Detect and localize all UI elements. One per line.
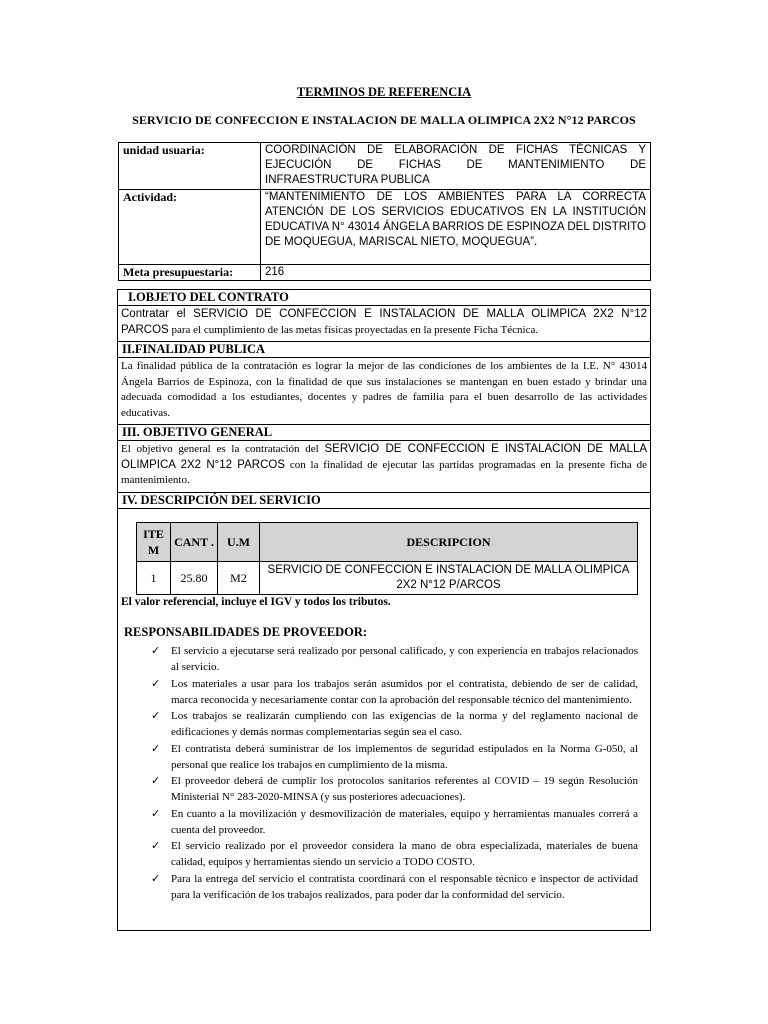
- list-item-text: El servicio realizado por el proveedor considera la mano de obra especializada, materiales de buena calidad, equipos y herramientas siendo un servicio a TODO COSTO.: [171, 840, 638, 868]
- responsibilities-list: [151, 643, 638, 903]
- section-heading-objeto: I.OBJETO DEL CONTRATO: [118, 290, 650, 306]
- list-item-text: El proveedor deberá de cumplir los protocolos sanitarios referentes al COVID – 19 según Resolución Ministerial N° 283-2020-MINSA (y sus posteriores adecuaciones).: [171, 775, 638, 803]
- section-body-objeto: [118, 306, 650, 342]
- objeto-rest-text: para el cumplimiento de las metas físicas proyectadas en la presente Ficha Técnica.: [168, 323, 539, 336]
- section-heading-objetivo: III. OBJETIVO GENERAL: [118, 425, 650, 441]
- info-value: 216: [261, 265, 651, 281]
- objetivo-service-text: SERVICIO DE CONFECCION E INSTALACION DE MALLA OLIMPICA 2X2 N°12 PARCOS: [121, 443, 648, 471]
- list-item-text: El servicio a ejecutarse será realizado por personal calificado, y con experiencia en trabajos relacionados al servicio.: [171, 645, 638, 673]
- objetivo-intro-text: El objetivo general es la contratación del: [121, 443, 325, 455]
- list-item: [151, 838, 638, 870]
- info-value: COORDINACIÓN DE ELABORACIÓN DE FICHAS TÉCNICAS Y EJECUCIÓN DE FICHAS DE MANTENIMIENTO DE INFRAESTRUCTURA PUBLICA: [261, 143, 651, 190]
- info-table: [118, 142, 651, 281]
- checkmark-icon: ✓: [151, 806, 161, 820]
- table-row: [137, 562, 638, 595]
- objeto-service-text: Contratar el SERVICIO DE CONFECCION E INSTALACION DE MALLA OLIMPICA 2X2 N°12 PARCOS: [121, 308, 647, 336]
- checkmark-icon: ✓: [151, 741, 161, 755]
- list-item-text: En cuanto a la movilización y desmovilización de materiales, equipo y herramientas manuales correrá a cuenta del proveedor.: [171, 807, 638, 836]
- responsibilities-heading: RESPONSABILIDADES DE PROVEEDOR:: [124, 625, 368, 639]
- info-label: unidad usuaria:: [119, 143, 261, 190]
- list-item: [151, 741, 638, 773]
- section-heading-descripcion: IV. DESCRIPCIÓN DEL SERVICIO: [118, 493, 650, 509]
- list-item: [151, 806, 638, 838]
- info-label: Meta presupuestaria:: [119, 265, 261, 281]
- list-item-text: Para la entrega del servicio el contratista coordinará con el responsable técnico e inspector de actividad para la verificación de los trabajos realizados, para poder dar la conformidad del servicio.: [171, 872, 638, 901]
- list-item-text: Los materiales a usar para los trabajos serán asumidos por el contratista, debiendo de ser de calidad, marca reconocida y necesariamente contar con la aprobación del responsable técnico del mantenimiento.: [171, 677, 638, 706]
- list-item: [151, 708, 638, 740]
- cell-um: M2: [218, 562, 260, 595]
- info-row-meta: [119, 265, 651, 281]
- col-header-descripcion: DESCRIPCION: [260, 523, 638, 562]
- checkmark-icon: ✓: [151, 774, 161, 787]
- cell-descripcion: SERVICIO DE CONFECCION E INSTALACION DE MALLA OLIMPICA 2X2 N°12 P/ARCOS: [260, 562, 638, 595]
- cell-item: 1: [137, 562, 171, 595]
- checkmark-icon: ✓: [151, 839, 161, 852]
- checkmark-icon: ✓: [151, 644, 161, 657]
- col-header-cant: CANT .: [171, 523, 218, 562]
- list-item-text: Los trabajos se realizarán cumpliendo con las exigencias de la norma y del reglamento nacional de edificaciones y demás normas complementarias según sea el caso.: [171, 710, 638, 738]
- document-title: TERMINOS DE REFERENCIA: [296, 85, 472, 99]
- objetivo-rest-text: con la finalidad de ejecutar las partidas programadas en la presente ficha de mantenimiento.: [121, 458, 647, 486]
- reference-value-note: El valor referencial, incluye el IGV y todos los tributos.: [121, 596, 391, 608]
- items-header-row: [137, 523, 638, 562]
- list-item: [151, 871, 638, 903]
- section-body-finalidad: La finalidad pública de la contratación es lograr la mejor de las condiciones de los ambientes de la I.E. N° 43014 Ángela Barrios de Espinoza, con la finalidad de que sus instalaciones se mantengan en buen estado y brindar una adecuada comodidad a los estudiantes, docentes y padres de familia para el buen desarrollo de las actividades educativas.: [118, 358, 650, 425]
- list-item: [151, 643, 638, 675]
- list-item-text: El contratista deberá suministrar de los implementos de seguridad estipulados en la Norma G-050, al personal que realice los trabajos en cumplimiento de la misma.: [171, 742, 638, 771]
- section-heading-finalidad: II.FINALIDAD PUBLICA: [118, 342, 650, 358]
- section-body-objetivo: [118, 441, 650, 493]
- info-row-actividad: [119, 190, 651, 265]
- info-value: “MANTENIMIENTO DE LOS AMBIENTES PARA LA CORRECTA ATENCIÓN DE LOS SERVICIOS EDUCATIVOS EN LA INSTITUCIÓN EDUCATIVA N° 43014 ÁNGELA BARRIOS DE ESPINOZA DEL DISTRITO DE MOQUEGUA, MARISCAL NIETO, MOQUEGUA”.: [261, 190, 651, 265]
- document-subtitle: SERVICIO DE CONFECCION E INSTALACION DE MALLA OLIMPICA 2X2 N°12 PARCOS: [132, 113, 636, 127]
- info-row-unidad: [119, 143, 651, 190]
- service-items-table: [136, 522, 638, 595]
- checkmark-icon: ✓: [151, 676, 161, 690]
- col-header-um: U.M: [218, 523, 260, 562]
- col-header-item: ITE M: [137, 523, 171, 562]
- list-item: [151, 676, 638, 708]
- info-label: Actividad:: [119, 190, 261, 265]
- sections-frame: [117, 289, 651, 931]
- checkmark-icon: ✓: [151, 871, 161, 885]
- list-item: [151, 773, 638, 805]
- cell-cant: 25.80: [171, 562, 218, 595]
- checkmark-icon: ✓: [151, 709, 161, 722]
